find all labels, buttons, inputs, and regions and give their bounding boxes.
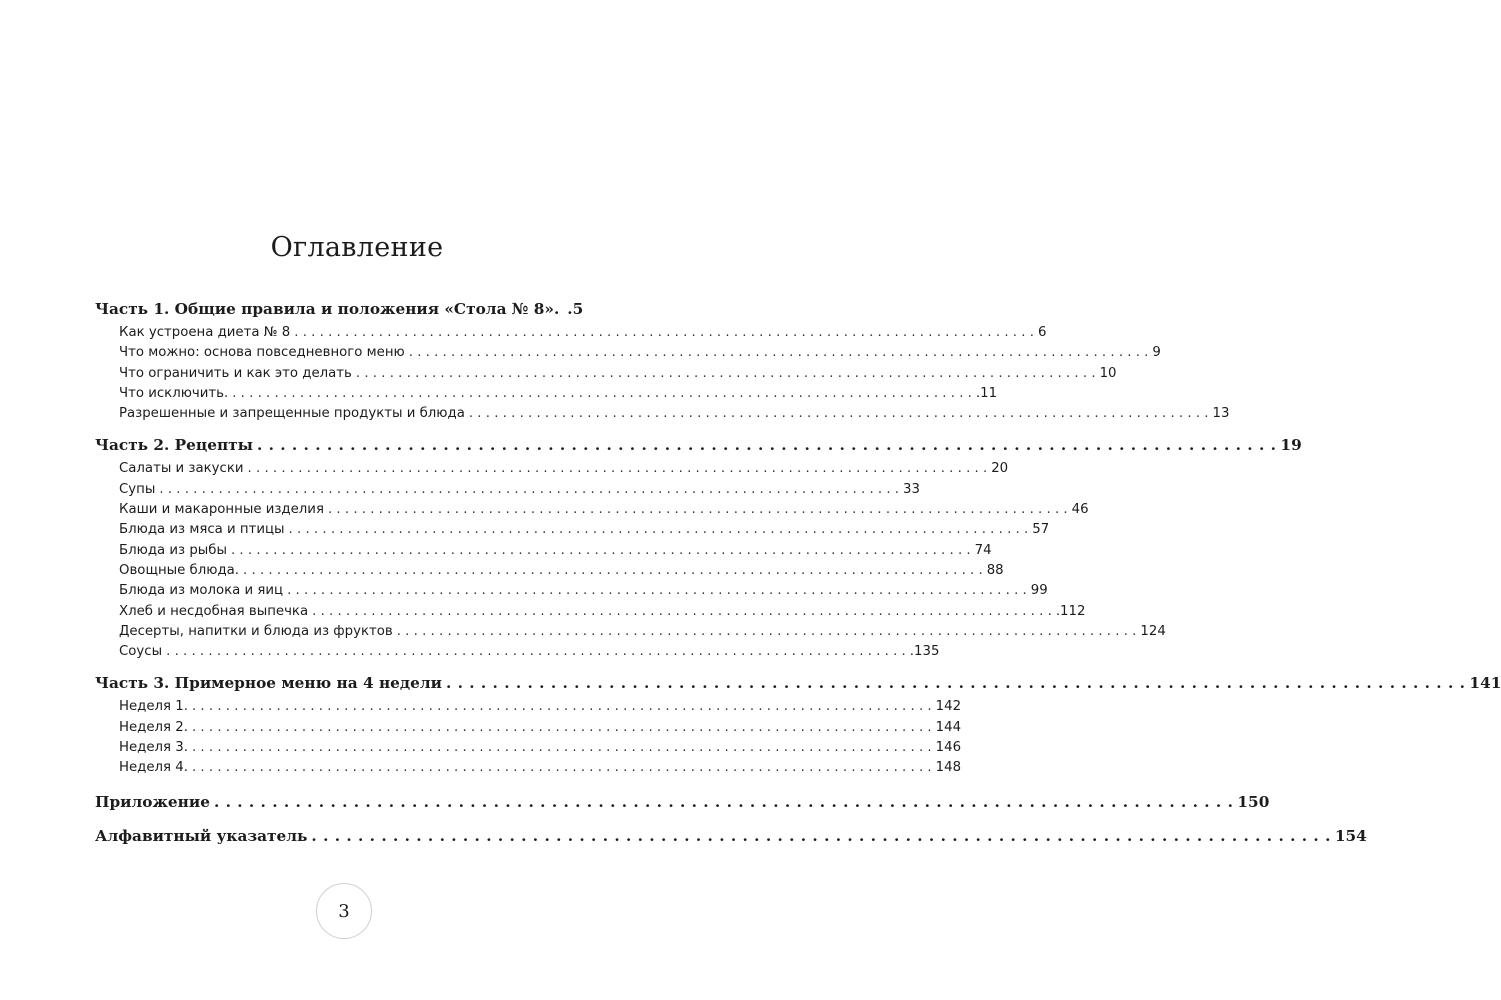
dot-leader — [243, 561, 983, 581]
toc-entry-label: Блюда из рыбы — [119, 542, 227, 558]
toc-entry[interactable] — [119, 520, 1050, 540]
dot-leader — [446, 670, 1465, 696]
dot-leader — [328, 500, 1068, 520]
toc-entry-label: Неделя 2. — [119, 719, 188, 735]
toc-entry-page: 46 — [1071, 502, 1089, 518]
toc-entry[interactable] — [119, 343, 1161, 363]
toc-entry-page: 20 — [991, 461, 1009, 477]
dot-leader — [311, 823, 1330, 849]
dot-leader — [312, 602, 1052, 622]
toc-part-page: 141 — [1469, 674, 1501, 693]
toc-entry[interactable] — [119, 323, 1047, 343]
toc-part-label: Часть 1. Общие правила и положения «Стола № 8». — [95, 300, 560, 318]
toc-entry-page: .11 — [975, 385, 998, 401]
dot-leader — [192, 718, 932, 738]
toc-entry-label: Неделя 3. — [119, 740, 188, 756]
toc-part-label: Алфавитный указатель — [95, 826, 308, 845]
toc-entry-label: Десерты, напитки и блюда из фруктов — [119, 623, 393, 639]
toc-entry[interactable] — [119, 697, 962, 717]
toc-part-page: 19 — [1280, 436, 1302, 455]
toc-entry-page: 6 — [1037, 325, 1047, 340]
toc-entry[interactable] — [119, 500, 1089, 520]
toc-entry-label: Блюда из молока и яиц — [119, 583, 284, 599]
toc-alphabetical-index[interactable] — [95, 823, 1367, 849]
dot-leader — [192, 758, 932, 778]
dot-leader — [192, 738, 932, 758]
toc-entry-label: Что можно: основа повседневного меню — [119, 345, 405, 361]
toc-part-page: 154 — [1334, 826, 1367, 845]
toc-entry-page: 9 — [1152, 345, 1161, 361]
toc-entry-page: 146 — [935, 740, 962, 756]
toc-entry[interactable] — [119, 561, 1004, 581]
page-number: 3 — [316, 883, 372, 939]
toc-entry[interactable] — [119, 642, 940, 662]
toc-part-page: 150 — [1237, 792, 1270, 811]
toc-entry-page: .112 — [1055, 603, 1086, 619]
dot-leader — [257, 432, 1276, 458]
table-of-contents — [95, 296, 1501, 849]
dot-leader — [232, 384, 972, 404]
toc-entry[interactable] — [119, 364, 1117, 384]
dot-leader — [409, 343, 1149, 363]
toc-entry[interactable] — [119, 404, 1230, 424]
toc-entry[interactable] — [119, 384, 998, 404]
toc-entry-page: 33 — [903, 481, 920, 497]
dot-leader — [159, 480, 899, 500]
toc-entry-page: .135 — [909, 644, 940, 660]
toc-entry[interactable] — [119, 541, 992, 561]
toc-part-2[interactable] — [95, 432, 1302, 458]
dot-leader — [294, 323, 1034, 343]
toc-entry[interactable] — [119, 480, 920, 500]
toc-entry[interactable] — [119, 602, 1086, 622]
toc-part-label: Часть 2. Рецепты — [95, 436, 253, 455]
toc-entry-page: 144 — [935, 719, 962, 735]
dot-leader — [397, 622, 1137, 642]
toc-part-label: Приложение — [95, 792, 210, 811]
toc-appendix[interactable] — [95, 789, 1270, 815]
toc-entry[interactable] — [119, 459, 1009, 479]
dot-leader — [192, 697, 932, 717]
toc-entry-label: Овощные блюда. — [119, 562, 240, 578]
dot-leader — [166, 642, 906, 662]
dot-leader — [231, 541, 971, 561]
toc-entry-page: 57 — [1032, 522, 1050, 538]
dot-leader — [287, 581, 1027, 601]
dot-leader — [469, 404, 1209, 424]
toc-part-label: Часть 3. Примерное меню на 4 недели — [95, 674, 442, 693]
toc-entry-label: Блюда из мяса и птицы — [119, 522, 285, 538]
toc-entry-label: Супы — [119, 481, 156, 497]
toc-entry[interactable] — [119, 581, 1048, 601]
toc-entry-label: Неделя 4. — [119, 760, 188, 776]
toc-entry[interactable] — [119, 738, 962, 758]
dot-leader — [289, 520, 1029, 540]
toc-entry-page: 148 — [935, 760, 962, 776]
toc-entry-label: Хлеб и несдобная выпечка — [119, 603, 309, 619]
toc-entry-page: 99 — [1030, 583, 1048, 599]
toc-entry-label: Соусы — [119, 644, 163, 660]
toc-entry-label: Как устроена диета № 8 — [119, 325, 291, 340]
toc-part-page: .5 — [567, 300, 584, 318]
toc-entry[interactable] — [119, 758, 962, 778]
page-title: Оглавление — [270, 232, 444, 263]
toc-entry-label: Что ограничить и как это делать — [119, 365, 352, 381]
toc-entry-label: Салаты и закуски — [119, 461, 244, 477]
toc-entry-page: 13 — [1212, 406, 1230, 422]
toc-entry-label: Каши и макаронные изделия — [119, 502, 324, 518]
toc-part-3[interactable] — [95, 670, 1501, 696]
toc-entry-page: 74 — [974, 542, 992, 558]
toc-part-1[interactable] — [95, 296, 584, 322]
toc-entry[interactable] — [119, 622, 1166, 642]
toc-entry-page: 88 — [986, 562, 1004, 578]
toc-entry[interactable] — [119, 718, 962, 738]
toc-entry-page: 10 — [1099, 365, 1117, 381]
toc-entry-page: 124 — [1140, 623, 1166, 639]
toc-entry-page: 142 — [935, 699, 962, 715]
dot-leader — [248, 459, 988, 479]
dot-leader — [214, 789, 1233, 815]
dot-leader — [356, 364, 1096, 384]
toc-entry-label: Неделя 1. — [119, 699, 188, 715]
toc-entry-label: Разрешенные и запрещенные продукты и блюда — [119, 406, 465, 422]
toc-entry-label: Что исключить. — [119, 385, 229, 401]
